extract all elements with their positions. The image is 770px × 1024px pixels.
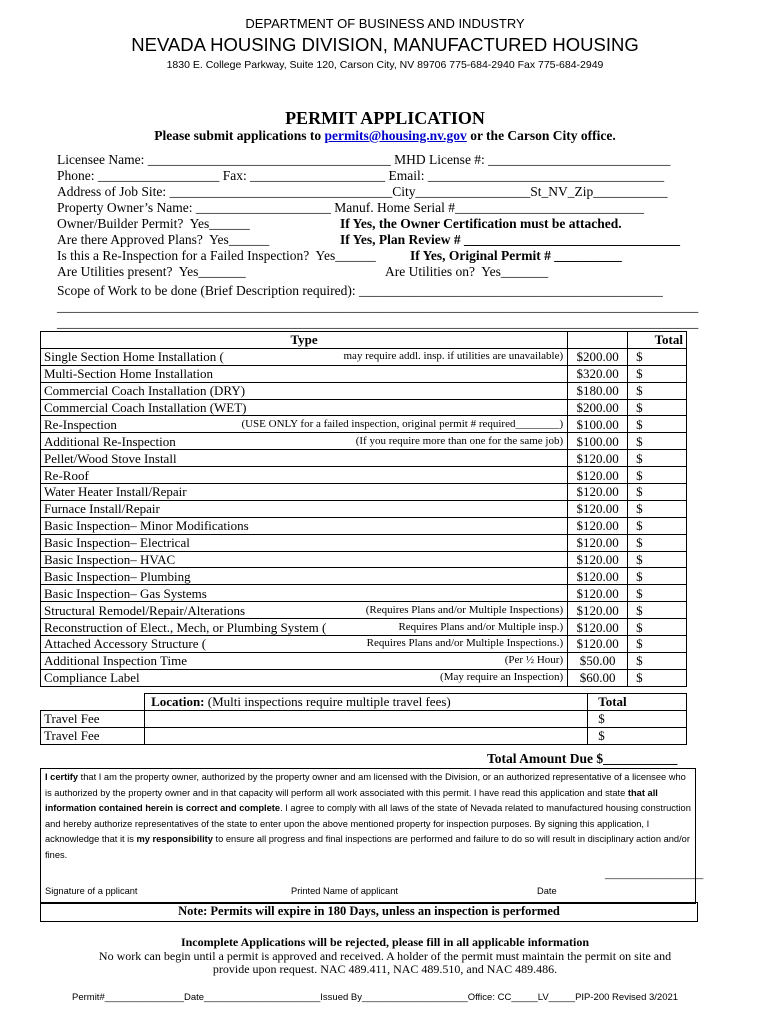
fee-row[interactable] [41, 669, 687, 686]
licensee-line[interactable]: Licensee Name: ____________________________________ MHD License #: ___________________________ [57, 152, 671, 167]
travel-row[interactable] [41, 727, 687, 744]
fee-type: Additional Inspection Time [44, 653, 187, 669]
fee-total[interactable]: $ [628, 602, 687, 619]
fee-type: Pellet/Wood Stove Install [44, 450, 177, 466]
fee-note: Requires Plans and/or Multiple Inspections.) [366, 637, 564, 650]
fee-total[interactable]: $ [628, 619, 687, 636]
fee-total[interactable]: $ [628, 517, 687, 534]
total-amount-due[interactable]: Total Amount Due $___________ [487, 751, 678, 766]
fee-type: Single Section Home Installation ( [44, 349, 224, 365]
scope-line-3[interactable]: _______________________________________________________________________________________________ [57, 315, 699, 330]
fee-type: Compliance Label [44, 670, 140, 686]
form-title: PERMIT APPLICATION [285, 108, 485, 128]
fee-price: $200.00 [568, 399, 628, 416]
cert-text-1: that I am the property owner, authorized by the property owner and am licensed with the Division, or an authorized representative of a licensee who is authorized by the property owner and in that capacity will perform all work associated with this permit. I have read this application and state [45, 772, 686, 798]
department-heading: DEPARTMENT OF BUSINESS AND INDUSTRY [245, 16, 525, 31]
travel-total-header: Total [588, 694, 687, 711]
fee-price: $120.00 [568, 534, 628, 551]
fee-row[interactable] [41, 551, 687, 568]
cert-text-2: . I agree to comply with all laws of the state of Nevada related to manufactured housing construction and hereby authorize representatives of the state to enter upon the above mentioned property for inspection purposes. By signing this application, I acknowledge that it is [45, 803, 691, 845]
fee-price: $320.00 [568, 365, 628, 382]
office-address: 1830 E. College Parkway, Suite 120, Carson City, NV 89706 775-684-2940 Fax 775-684-2949 [166, 59, 604, 71]
travel-row[interactable] [41, 710, 687, 727]
utilities-on-line[interactable]: Are Utilities on? Yes_______ [385, 264, 549, 279]
fee-type: Multi-Section Home Installation [44, 366, 213, 382]
type-header: Type [41, 332, 568, 349]
signature-line[interactable]: ___________________ [605, 869, 704, 879]
footer-office[interactable]: Office: CC_____LV_____ [467, 992, 576, 1003]
location-label: Location: [151, 694, 205, 710]
fee-type-cell [41, 669, 568, 686]
fee-row[interactable] [41, 652, 687, 669]
fee-table [40, 331, 687, 687]
utilities-present-line[interactable]: Are Utilities present? Yes_______ [57, 264, 246, 279]
footer-revision: PIP-200 Revised 3/2021 [575, 992, 679, 1003]
fee-price: $100.00 [568, 433, 628, 450]
total-header: Total [628, 332, 687, 349]
fee-row[interactable] [41, 382, 687, 399]
fee-note: (Requires Plans and/or Multiple Inspections) [365, 603, 564, 616]
email-link[interactable]: permits@housing.nv.gov [324, 128, 467, 143]
scope-line-2[interactable]: _______________________________________________________________________________________________ [57, 299, 699, 314]
fee-row[interactable] [41, 348, 687, 365]
fee-price: $200.00 [568, 348, 628, 365]
fee-row[interactable] [41, 500, 687, 517]
fee-type-cell [41, 585, 568, 602]
fee-price: $50.00 [568, 652, 628, 669]
fee-type-cell [41, 382, 568, 399]
fee-row[interactable] [41, 365, 687, 382]
fee-type: Basic Inspection– Minor Modifications [44, 518, 249, 534]
footer-date[interactable]: Date______________________ [183, 992, 321, 1003]
fee-note: (If you require more than one for the same job) [355, 434, 564, 447]
submit-post: or the Carson City office. [466, 128, 616, 143]
original-permit-line[interactable]: If Yes, Original Permit # __________ [410, 248, 622, 263]
no-work-notice-1: No work can begin until a permit is approved and received. A holder of the permit must maintain the permit on site and [98, 949, 672, 963]
fee-row[interactable] [41, 416, 687, 433]
fee-row[interactable] [41, 467, 687, 484]
cert-bold-3: my responsibility [136, 834, 213, 845]
submit-pre: Please submit applications to [154, 128, 325, 143]
fee-type-cell [41, 568, 568, 585]
travel-table [40, 693, 687, 745]
fee-row[interactable] [41, 619, 687, 636]
fee-type-cell [41, 433, 568, 450]
footer [72, 992, 678, 1003]
fee-type-cell [41, 399, 568, 416]
fee-price: $60.00 [568, 669, 628, 686]
no-work-notice-2: provide upon request. NAC 489.411, NAC 489.510, and NAC 489.486. [212, 962, 558, 976]
fee-row[interactable] [41, 399, 687, 416]
fee-row[interactable] [41, 433, 687, 450]
fee-type-cell [41, 500, 568, 517]
travel-fee-label: Travel Fee [41, 727, 145, 744]
certification-text [45, 770, 691, 864]
fee-type: Basic Inspection– Electrical [44, 535, 190, 551]
fee-type-cell [41, 551, 568, 568]
location-cell [144, 694, 587, 711]
fee-total[interactable]: $ [628, 636, 687, 653]
fee-note: Requires Plans and/or Multiple insp.) [398, 620, 564, 633]
fee-price: $120.00 [568, 484, 628, 501]
expiration-note: Note: Permits will expire in 180 Days, unless an inspection is performed [40, 902, 698, 922]
fee-price: $120.00 [568, 551, 628, 568]
footer-issued-by[interactable]: Issued By____________________ [320, 992, 468, 1003]
fee-note: (May require an Inspection) [440, 671, 564, 684]
owner-builder-line[interactable]: Owner/Builder Permit? Yes______ [57, 216, 250, 231]
reinspection-line[interactable]: Is this a Re-Inspection for a Failed Inspection? Yes______ [57, 248, 376, 263]
fee-total[interactable]: $ [628, 416, 687, 433]
certification-box [40, 768, 704, 904]
fee-total[interactable]: $ [628, 669, 687, 686]
fee-type-cell [41, 619, 568, 636]
fee-total[interactable]: $ [628, 652, 687, 669]
fee-row[interactable] [41, 534, 687, 551]
plan-review-line[interactable]: If Yes, Plan Review # ________________________________ [340, 232, 680, 247]
fee-type-cell [41, 450, 568, 467]
printed-name-label: Printed Name of applicant [291, 886, 398, 896]
fee-type: Commercial Coach Installation (DRY) [44, 383, 246, 399]
travel-location-input[interactable] [144, 727, 587, 744]
fee-total[interactable]: $ [628, 399, 687, 416]
location-note: (Multi inspections require multiple travel fees) [204, 694, 451, 710]
fee-type: Re-Inspection [44, 416, 117, 432]
cert-text-3: to ensure all progress and final inspections are performed and failure to do so will result in disciplinary action and/or fines. [45, 834, 690, 860]
fee-total[interactable]: $ [628, 551, 687, 568]
fee-type-cell [41, 416, 568, 433]
fee-row[interactable] [41, 585, 687, 602]
address-line[interactable]: Address of Job Site: _________________________________City_________________St_NV_Zip___________ [57, 184, 668, 199]
fee-note: may require addl. insp. if utilities are unavailable) [343, 350, 564, 363]
fee-type-cell [41, 467, 568, 484]
fee-price: $120.00 [568, 585, 628, 602]
footer-permit[interactable]: Permit#_______________ [72, 992, 184, 1003]
fee-note: (USE ONLY for a failed inspection, original permit # required________) [241, 417, 564, 430]
fee-type: Water Heater Install/Repair [44, 484, 187, 500]
fee-type-cell [41, 517, 568, 534]
phone-line[interactable]: Phone: __________________ Fax: ____________________ Email: ___________________________________ [57, 168, 665, 183]
fee-total[interactable]: $ [628, 450, 687, 467]
fee-price: $180.00 [568, 382, 628, 399]
fee-total[interactable]: $ [628, 382, 687, 399]
fee-type: Attached Accessory Structure ( [44, 636, 207, 652]
fee-price: $120.00 [568, 517, 628, 534]
fee-row[interactable] [41, 602, 687, 619]
fee-type: Reconstruction of Elect., Mech, or Plumbing System ( [44, 619, 327, 635]
fee-note: (Per ½ Hour) [504, 654, 564, 667]
signature-label: Signature of a pplicant [45, 886, 138, 896]
travel-header [41, 694, 687, 711]
fee-type-cell [41, 534, 568, 551]
fee-total[interactable]: $ [628, 534, 687, 551]
fee-type-cell [41, 365, 568, 382]
cert-bold-2: that all information contained herein is correct and complete [45, 787, 658, 814]
fee-total[interactable]: $ [628, 365, 687, 382]
travel-fee-total[interactable]: $ [588, 710, 687, 727]
travel-location-input[interactable] [144, 710, 587, 727]
fee-row[interactable] [41, 484, 687, 501]
fee-row[interactable] [41, 568, 687, 585]
fee-type: Basic Inspection– Gas Systems [44, 585, 207, 601]
fee-total[interactable]: $ [628, 467, 687, 484]
fee-total[interactable]: $ [628, 433, 687, 450]
owner-cert-note: If Yes, the Owner Certification must be attached. [340, 216, 622, 231]
fee-price: $120.00 [568, 636, 628, 653]
fee-total[interactable]: $ [628, 568, 687, 585]
fee-price: $120.00 [568, 568, 628, 585]
submit-instructions [0, 128, 770, 144]
fee-total[interactable]: $ [628, 500, 687, 517]
fee-price: $100.00 [568, 416, 628, 433]
fee-row[interactable] [41, 517, 687, 534]
division-heading: NEVADA HOUSING DIVISION, MANUFACTURED HOUSING [131, 34, 639, 55]
fee-price: $120.00 [568, 450, 628, 467]
fee-row[interactable] [41, 636, 687, 653]
travel-fee-total[interactable]: $ [588, 727, 687, 744]
fee-type: Re-Roof [44, 467, 89, 483]
fee-price: $120.00 [568, 467, 628, 484]
travel-fee-label: Travel Fee [41, 710, 145, 727]
fee-row[interactable] [41, 450, 687, 467]
date-label: Date [537, 886, 557, 896]
fee-type: Furnace Install/Repair [44, 501, 160, 517]
fee-type-cell [41, 652, 568, 669]
fee-type-cell [41, 348, 568, 365]
fee-type-cell [41, 636, 568, 653]
fee-total[interactable]: $ [628, 348, 687, 365]
incomplete-notice: Incomplete Applications will be rejected, please fill in all applicable information [180, 935, 590, 949]
fee-total[interactable]: $ [628, 484, 687, 501]
scope-line[interactable]: Scope of Work to be done (Brief Description required): _____________________________________________ [57, 283, 663, 298]
travel-blank [41, 694, 145, 711]
fee-type: Basic Inspection– HVAC [44, 552, 176, 568]
fee-type: Commercial Coach Installation (WET) [44, 400, 247, 415]
fee-table-header [41, 332, 687, 349]
fee-price: $120.00 [568, 500, 628, 517]
owner-line[interactable]: Property Owner’s Name: ____________________ Manuf. Home Serial #____________________________ [57, 200, 644, 215]
fee-total[interactable]: $ [628, 585, 687, 602]
fee-type: Additional Re-Inspection [44, 433, 176, 449]
fee-type-cell [41, 484, 568, 501]
cert-bold-1: I certify [45, 772, 79, 782]
fee-type-cell [41, 602, 568, 619]
fee-type: Structural Remodel/Repair/Alterations [44, 602, 246, 618]
fee-price: $120.00 [568, 619, 628, 636]
fee-price: $120.00 [568, 602, 628, 619]
approved-plans-line[interactable]: Are there Approved Plans? Yes______ [57, 232, 270, 247]
fee-type: Basic Inspection– Plumbing [44, 568, 191, 584]
price-header [568, 332, 628, 349]
